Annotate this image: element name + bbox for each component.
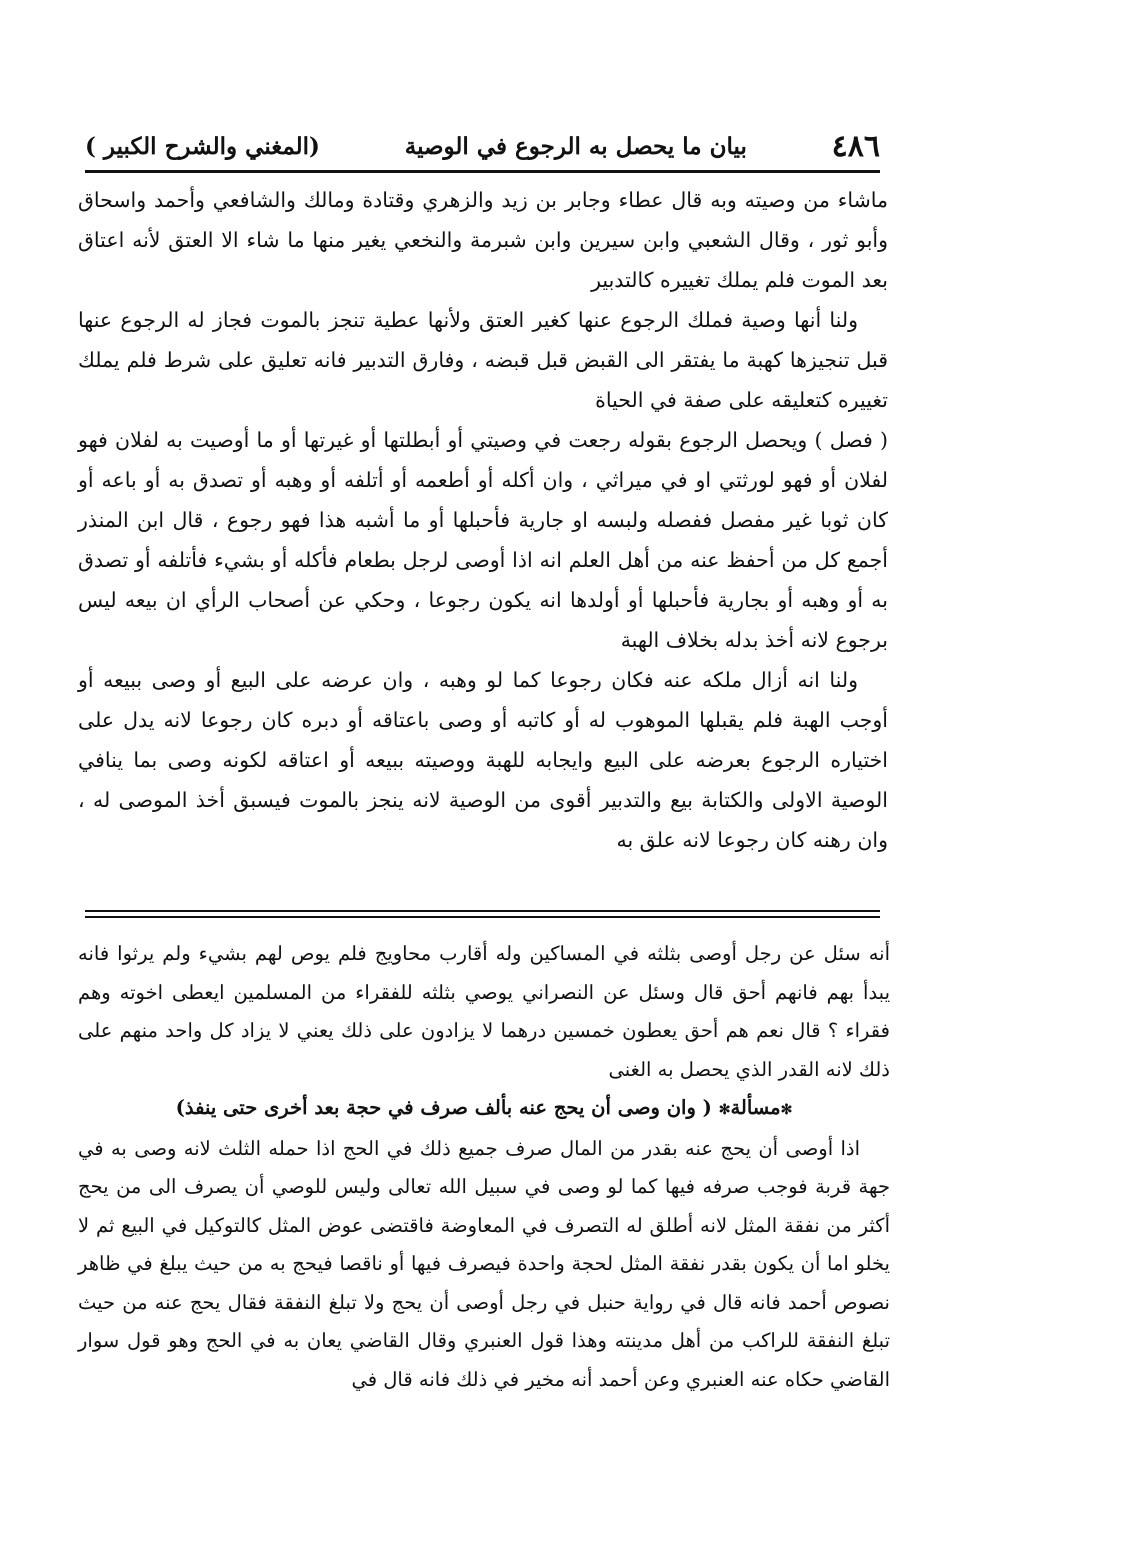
- main-text: [78, 180, 888, 860]
- main-paragraph-1: ماشاء من وصيته وبه قال عطاء وجابر بن زيد والزهري وقتادة ومالك والشافعي وأحمد واسحاق وأبو ثور ، وقال الشعبي وابن سيرين وابن شبرمة والنخعي يغير منها ما شاء الا العتق لأنه اعتاق بعد الموت فلم يملك تغييره كالتدبير: [78, 188, 888, 292]
- footnote-separator: [85, 910, 880, 918]
- main-paragraph-2: ولنا أنها وصية فملك الرجوع عنها كغير العتق ولأنها عطية تنجز بالموت فجاز له الرجوع عنها قبل تنجيزها كهبة ما يفتقر الى القبض قبل قبضه ، وفارق التدبير فانه تعليق على شرط فلم يملك تغييره كتعليقه على صفة في الحياة: [78, 308, 888, 412]
- masala-heading: ✻مسألة✻ ( وان وصى أن يحج عنه بألف صرف في حجة بعد أخرى حتى ينفذ): [175, 1096, 793, 1119]
- main-paragraph-4: ولنا انه أزال ملكه عنه فكان رجوعا كما لو وهبه ، وان عرضه على البيع أو وصى ببيعه أو أوجب الهبة فلم يقبلها الموهوب له أو كاتبه أو وصى باعتاقه أو دبره كان رجوعا لانه يدل على اختياره الرجوع بعرضه على البيع وايجابه للهبة ووصيته ببيعه أو اعتاقه لكونه وصى بما ينافي الوصية الاولى والكتابة بيع والتدبير أقوى من الوصية لانه ينجز بالموت فيسبق أخذ الموصى له ، وان رهنه كان رجوعا لانه علق به: [78, 668, 888, 852]
- footnote-paragraph-2: اذا أوصى أن يحج عنه بقدر من المال صرف جميع ذلك في الحج اذا حمله الثلث لانه وصى به في جهة قربة فوجب صرفه فيها كما لو وصى في سبيل الله تعالى وليس للوصي أن يصرف الى من يحج أكثر من نفقة المثل لانه أطلق له التصرف في المعاوضة فاقتضى عوض المثل كالتوكيل في البيع ثم لا يخلو اما أن يكون بقدر نفقة المثل لحجة واحدة فيصرف فيها أو ناقصا فيحج به من حيث يبلغ في ظاهر نصوص أحمد فانه قال في رواية حنبل في رجل أوصى أن يحج ولا تبلغ النفقة فقال يحج عنه من حيث تبلغ النفقة للراكب من أهل مدينته وهذا قول العنبري وقال القاضي يعان به في الحج وهو قول سوار القاضي حكاه عنه العنبري وعن أحمد أنه مخير في ذلك فانه قال في: [78, 1136, 890, 1391]
- page-header: [85, 125, 880, 167]
- header-rule: [85, 170, 880, 173]
- lower-section: [78, 935, 890, 1399]
- book-title: (المغني والشرح الكبير ): [85, 132, 320, 160]
- masala-text: ( وان وصى أن يحج عنه بألف صرف في حجة بعد أخرى حتى ينفذ): [175, 1096, 712, 1119]
- section-title: بيان ما يحصل به الرجوع في الوصية: [404, 132, 747, 160]
- main-paragraph-3: ( فصل ) ويحصل الرجوع بقوله رجعت في وصيتي أو أبطلتها أو غيرتها أو ما أوصيت به لفلان فهو لفلان أو فهو لورثتي او في ميراثي ، وان أكله أو أطعمه أو أتلفه أو وهبه أو تصدق به أو باعه أو كان ثوبا غير مفصل ففصله ولبسه او جارية فأحبلها أو ما أشبه هذا فهو رجوع ، قال ابن المنذر أجمع كل من أحفظ عنه من أهل العلم انه اذا أوصى لرجل بطعام فأكله أو بشيء فأتلفه أو تصدق به أو وهبه أو بجارية فأحبلها أو أولدها انه يكون رجوعا ، وحكي عن أصحاب الرأي ان بيعه ليس برجوع لانه أخذ بدله بخلاف الهبة: [78, 428, 888, 652]
- page-number: ٤٨٦: [831, 128, 880, 164]
- footnote-paragraph-1: أنه سئل عن رجل أوصى بثلثه في المساكين وله أقارب محاويج فلم يوص لهم بشيء ولم يرثوا فانه يبدأ بهم فانهم أحق قال وسئل عن النصراني يوصي بثلثه للفقراء من المسلمين ايعطى اخوته وهم فقراء ؟ قال نعم هم أحق يعطون خمسين درهما لا يزادون على ذلك يعني لا يزاد كل واحد منهم على ذلك لانه القدر الذي يحصل به الغنى: [78, 942, 890, 1081]
- masala-label: مسألة: [730, 1096, 781, 1119]
